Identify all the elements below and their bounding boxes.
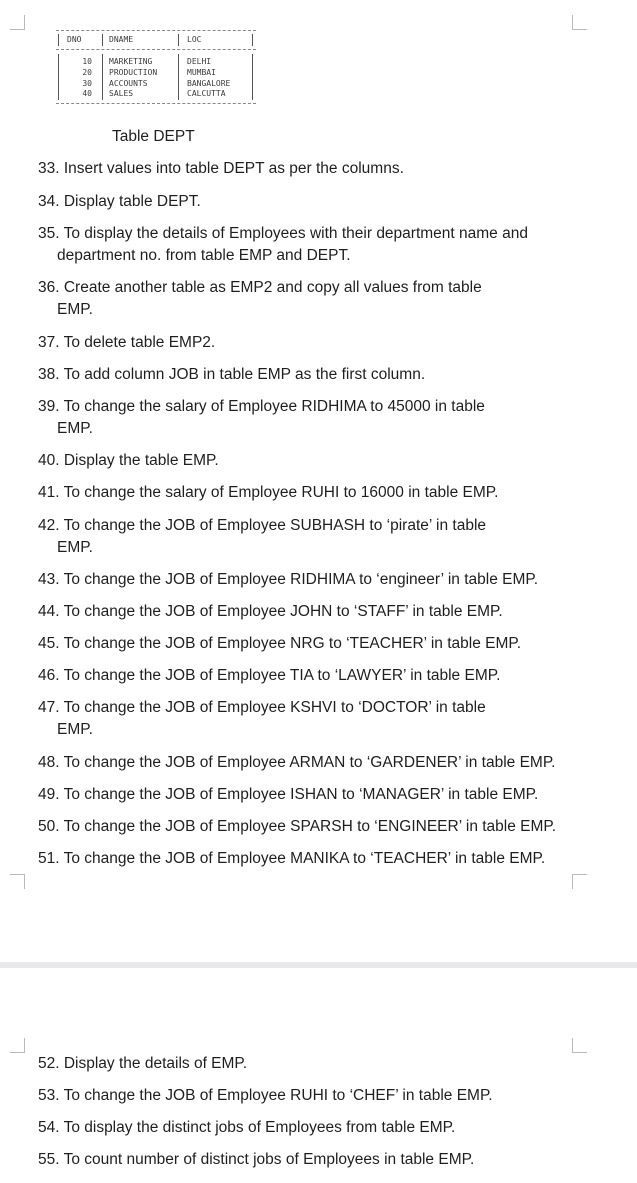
table-border-top bbox=[56, 30, 256, 31]
cell-loc: BANGALORE bbox=[187, 79, 231, 88]
item-text-continued: EMP. bbox=[57, 721, 93, 738]
list-item bbox=[38, 601, 503, 623]
table-col-divider bbox=[178, 34, 179, 46]
list-item bbox=[38, 158, 404, 180]
cell-dno: 10 bbox=[82, 57, 92, 66]
header-dname: DNAME bbox=[109, 35, 134, 44]
table-col-divider bbox=[102, 54, 103, 100]
table-right-border bbox=[252, 54, 253, 100]
item-text-continued: EMP. bbox=[57, 420, 93, 437]
item-text: 38. To add column JOB in table EMP as the first column. bbox=[38, 366, 426, 383]
item-text: 33. Insert values into table DEPT as per the columns. bbox=[38, 160, 404, 177]
cell-dname: SALES bbox=[109, 89, 134, 98]
item-text: 51. To change the JOB of Employee MANIKA to ‘TEACHER’ in table EMP. bbox=[38, 850, 546, 867]
list-item bbox=[38, 1149, 474, 1171]
list-item bbox=[38, 223, 528, 267]
list-item bbox=[38, 1117, 455, 1139]
item-text: 45. To change the JOB of Employee NRG to ‘TEACHER’ in table EMP. bbox=[38, 635, 522, 652]
list-item bbox=[38, 665, 500, 687]
item-text: 35. To display the details of Employees with their department name and bbox=[38, 225, 528, 242]
list-item bbox=[38, 364, 425, 386]
item-text: 37. To delete table EMP2. bbox=[38, 334, 216, 351]
list-item bbox=[38, 515, 486, 559]
item-text: 53. To change the JOB of Employee RUHI to ‘CHEF’ in table EMP. bbox=[38, 1087, 493, 1104]
crop-mark-top-left bbox=[10, 1038, 25, 1053]
item-text: 46. To change the JOB of Employee TIA to ‘LAWYER’ in table EMP. bbox=[38, 667, 501, 684]
list-item bbox=[38, 697, 486, 741]
table-border-bottom bbox=[56, 103, 256, 104]
cell-loc: CALCUTTA bbox=[187, 89, 226, 98]
list-item bbox=[38, 752, 556, 774]
crop-mark-bottom-left bbox=[10, 874, 25, 889]
list-item bbox=[38, 633, 521, 655]
cell-loc: DELHI bbox=[187, 57, 212, 66]
item-text: 48. To change the JOB of Employee ARMAN to ‘GARDENER’ in table EMP. bbox=[38, 754, 556, 771]
item-text: 36. Create another table as EMP2 and copy all values from table bbox=[38, 279, 482, 296]
table-col-divider bbox=[178, 54, 179, 100]
header-dno: DNO bbox=[67, 35, 82, 44]
table-border-header bbox=[56, 49, 256, 50]
cell-dno: 30 bbox=[82, 79, 92, 88]
crop-mark-top-left bbox=[10, 15, 25, 30]
list-item bbox=[38, 569, 538, 591]
table-caption: Table DEPT bbox=[112, 128, 195, 145]
list-item bbox=[38, 450, 219, 472]
item-text: 42. To change the JOB of Employee SUBHASH to ‘pirate’ in table bbox=[38, 517, 487, 534]
header-loc: LOC bbox=[187, 35, 202, 44]
list-item bbox=[38, 332, 215, 354]
item-text: 40. Display the table EMP. bbox=[38, 452, 219, 469]
list-item bbox=[38, 1053, 247, 1075]
crop-mark-bottom-right bbox=[572, 874, 587, 889]
item-text: 54. To display the distinct jobs of Employees from table EMP. bbox=[38, 1119, 456, 1136]
item-text-continued: EMP. bbox=[57, 301, 93, 318]
table-left-border bbox=[58, 54, 59, 100]
list-item bbox=[38, 1085, 493, 1107]
list-item bbox=[38, 784, 538, 806]
list-item bbox=[38, 396, 485, 440]
item-text: 50. To change the JOB of Employee SPARSH to ‘ENGINEER’ in table EMP. bbox=[38, 818, 557, 835]
item-text: 44. To change the JOB of Employee JOHN to ‘STAFF’ in table EMP. bbox=[38, 603, 503, 620]
cell-dname: ACCOUNTS bbox=[109, 79, 148, 88]
item-text-continued: department no. from table EMP and DEPT. bbox=[57, 247, 351, 264]
item-text: 52. Display the details of EMP. bbox=[38, 1055, 248, 1072]
item-text: 34. Display table DEPT. bbox=[38, 193, 201, 210]
dept-table-image bbox=[56, 30, 256, 104]
list-item bbox=[38, 191, 201, 213]
cell-dname: MARKETING bbox=[109, 57, 153, 66]
cell-loc: MUMBAI bbox=[187, 68, 216, 77]
list-item bbox=[38, 277, 482, 321]
item-text: 39. To change the salary of Employee RIDHIMA to 45000 in table bbox=[38, 398, 485, 415]
list-item bbox=[38, 816, 556, 838]
table-col-divider bbox=[102, 34, 103, 46]
item-text-continued: EMP. bbox=[57, 539, 93, 556]
cell-dno: 40 bbox=[82, 89, 92, 98]
list-item bbox=[38, 848, 545, 870]
item-text: 55. To count number of distinct jobs of Employees in table EMP. bbox=[38, 1151, 475, 1168]
table-left-border bbox=[58, 34, 59, 46]
cell-dno: 20 bbox=[82, 68, 92, 77]
table-right-border bbox=[252, 34, 253, 46]
crop-mark-top-right bbox=[572, 1038, 587, 1053]
list-item bbox=[38, 482, 498, 504]
item-text: 49. To change the JOB of Employee ISHAN to ‘MANAGER’ in table EMP. bbox=[38, 786, 539, 803]
cell-dname: PRODUCTION bbox=[109, 68, 158, 77]
item-text: 41. To change the salary of Employee RUHI to 16000 in table EMP. bbox=[38, 484, 499, 501]
item-text: 43. To change the JOB of Employee RIDHIMA to ‘engineer’ in table EMP. bbox=[38, 571, 539, 588]
document-page-2 bbox=[0, 968, 637, 1183]
item-text: 47. To change the JOB of Employee KSHVI to ‘DOCTOR’ in table bbox=[38, 699, 486, 716]
crop-mark-top-right bbox=[572, 15, 587, 30]
